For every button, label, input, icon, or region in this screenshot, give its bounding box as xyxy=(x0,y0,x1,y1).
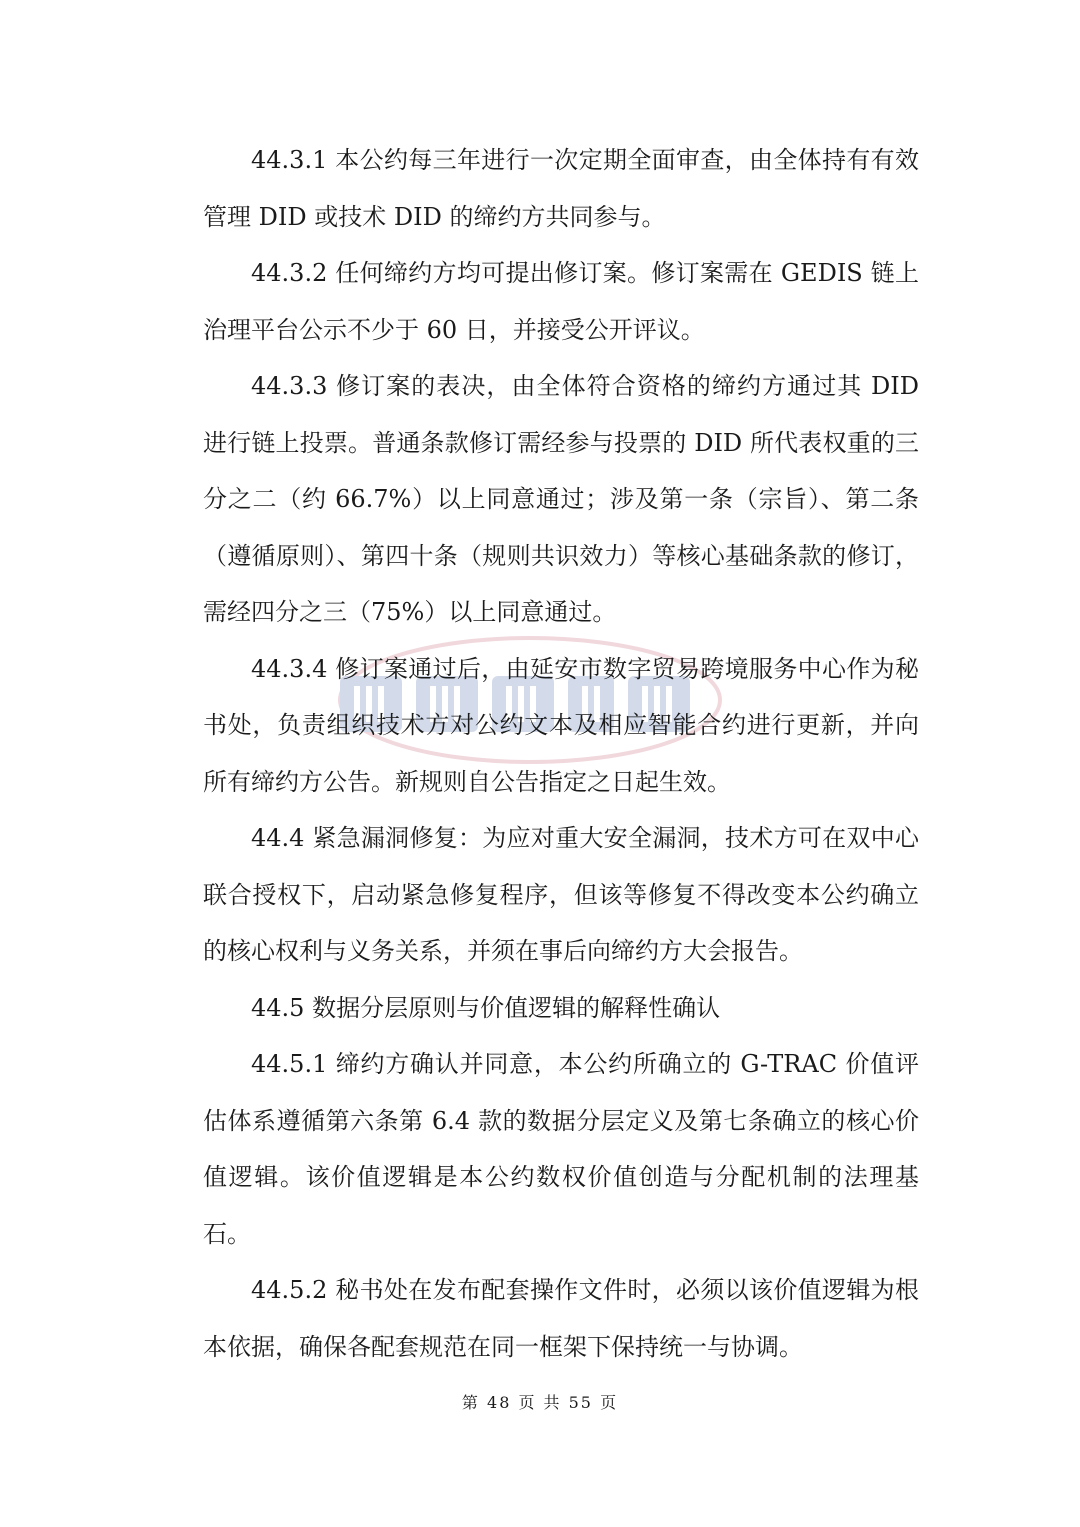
clause-44-3-4: 44.3.4 修订案通过后，由延安市数字贸易跨境服务中心作为秘书处，负责组织技术方对公约文本及相应智能合约进行更新，并向所有缔约方公告。新规则自公告指定之日起生效。 xyxy=(203,654,919,796)
page-number-footer: 第 48 页 共 55 页 xyxy=(461,1393,619,1412)
clause-44-5-2: 44.5.2 秘书处在发布配套操作文件时，必须以该价值逻辑为根本依据，确保各配套规范在同一框架下保持统一与协调。 xyxy=(203,1276,919,1361)
clause-44-3-1: 44.3.1 本公约每三年进行一次定期全面审查，由全体持有有效管理 DID 或技术 DID 的缔约方共同参与。 xyxy=(203,146,919,231)
clause-44-5-heading: 44.5 数据分层原则与价值逻辑的解释性确认 xyxy=(251,993,721,1022)
clause-44-3-3: 44.3.3 修订案的表决，由全体符合资格的缔约方通过其 DID 进行链上投票。普通条款修订需经参与投票的 DID 所代表权重的三分之二（约 66.7%）以上同意通过；涉及第一条（宗旨）、第二条（遵循原则）、第四十条（规则共识效力）等核心基础条款的修订，需经四分之三（75%）以上同意通过。 xyxy=(203,372,919,626)
clause-44-5-1: 44.5.1 缔约方确认并同意，本公约所确立的 G-TRAC 价值评估体系遵循第六条第 6.4 款的数据分层定义及第七条确立的核心价值逻辑。该价值逻辑是本公约数权价值创造与分配机制的法理基石。 xyxy=(203,1050,919,1248)
article-body xyxy=(203,132,919,1375)
clause-44-3-2: 44.3.2 任何缔约方均可提出修订案。修订案需在 GEDIS 链上治理平台公示不少于 60 日，并接受公开评议。 xyxy=(203,259,919,344)
clause-44-4: 44.4 紧急漏洞修复：为应对重大安全漏洞，技术方可在双中心联合授权下，启动紧急修复程序，但该等修复不得改变本公约确立的核心权利与义务关系，并须在事后向缔约方大会报告。 xyxy=(203,824,919,965)
